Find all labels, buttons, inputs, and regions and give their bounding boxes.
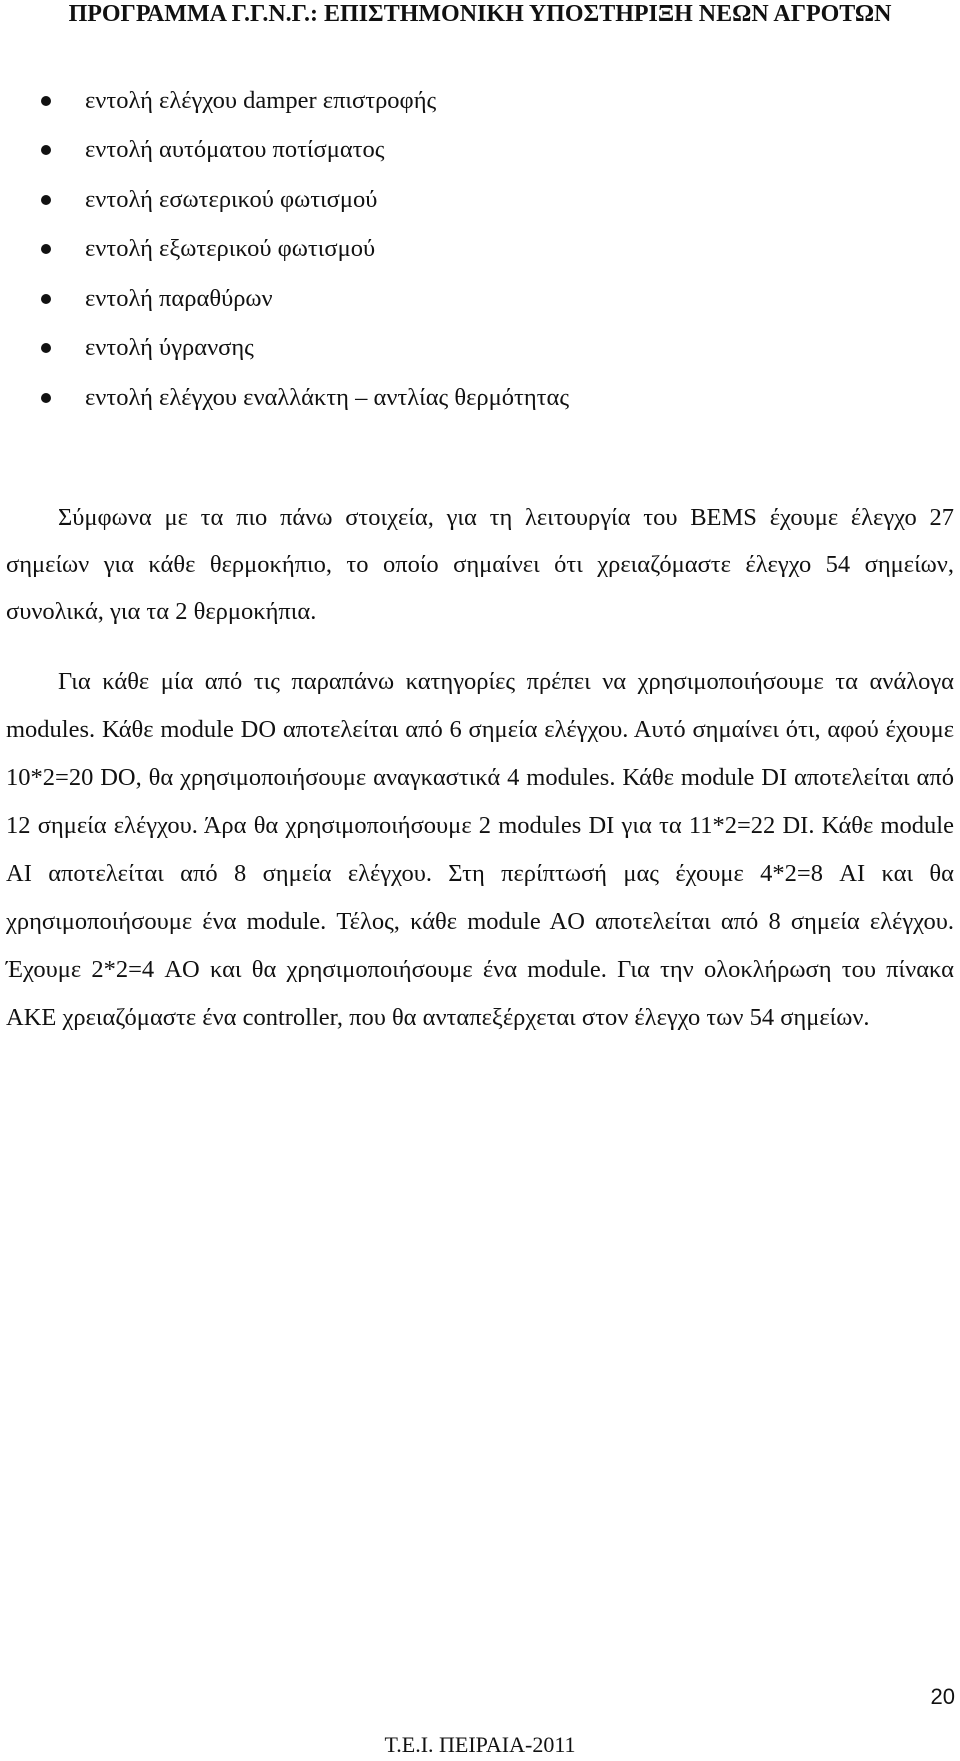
list-item: [41, 373, 921, 423]
list-item-text: εντολή εσωτερικού φωτισμού: [85, 185, 378, 213]
list-item-text: εντολή ελέγχου damper επιστροφής: [85, 86, 437, 114]
list-item: [41, 225, 921, 275]
bullet-icon: [41, 195, 51, 205]
command-bullet-list: [41, 76, 921, 423]
bullet-icon: [41, 343, 51, 353]
bullet-icon: [41, 244, 51, 254]
page-header: [0, 0, 960, 28]
paragraph-bems-points: Σύμφωνα με τα πιο πάνω στοιχεία, για τη λειτουργία του BEMS έχουμε έλεγχο 27 σημείων για κάθε θερμοκήπιο, το οποίο σημαίνει ότι χρειαζόμαστε έλεγχο 54 σημείων, συνολικά, για τα 2 θερμοκήπια.: [6, 504, 954, 625]
list-item-text: εντολή ύγρανσης: [85, 334, 254, 362]
header-title: ΠΡΟΓΡΑΜΜΑ Γ.Γ.Ν.Γ.: ΕΠΙΣΤΗΜΟΝΙΚΗ ΥΠΟΣΤΗΡΙΞΗ ΝΕΩΝ ΑΓΡΟΤΩΝ: [68, 1, 892, 27]
bullet-icon: [41, 96, 51, 106]
list-item-text: εντολή εξωτερικού φωτισμού: [85, 235, 376, 263]
list-item: [41, 126, 921, 176]
page-footer: [0, 1729, 960, 1761]
list-item: [41, 76, 921, 126]
list-item-text: εντολή αυτόματου ποτίσματος: [85, 136, 385, 164]
bullet-icon: [41, 145, 51, 155]
list-item: [41, 324, 921, 374]
bullet-icon: [41, 393, 51, 403]
list-item: [41, 175, 921, 225]
list-item: [41, 274, 921, 324]
footer-text: Τ.Ε.Ι. ΠΕΙΡΑΙΑ-2011: [384, 1732, 576, 1757]
page-number: 20: [930, 1684, 955, 1709]
list-item-text: εντολή ελέγχου εναλλάκτη – αντλίας θερμότητας: [85, 383, 570, 411]
list-item-text: εντολή παραθύρων: [85, 284, 273, 312]
paragraph-modules: Για κάθε μία από τις παραπάνω κατηγορίες πρέπει να χρησιμοποιήσουμε τα ανάλογα modules. Κάθε module DO αποτελείται από 6 σημεία ελέγχου. Αυτό σημαίνει ότι, αφού έχουμε 10*2=20 DO, θα χρησιμοποιήσουμε αναγκαστικά 4 modules. Κάθε module DI αποτελείται από 12 σημεία ελέγχου. Άρα θα χρησιμοποιήσουμε 2 modules DI για τα 11*2=22 DI. Κάθε module AI αποτελείται από 8 σημεία ελέγχου. Στη περίπτωσή μας έχουμε 4*2=8 AI και θα χρησιμοποιήσουμε ένα module. Τέλος, κάθε module AO αποτελείται από 8 σημεία ελέγχου. Έχουμε 2*2=4 AO και θα χρησιμοποιήσουμε ένα module. Για την ολοκλήρωση του πίνακα ΑΚΕ χρειαζόμαστε ένα controller, που θα ανταπεξέρχεται στον έλεγχο των 54 σημείων.: [6, 668, 954, 1031]
bullet-icon: [41, 294, 51, 304]
